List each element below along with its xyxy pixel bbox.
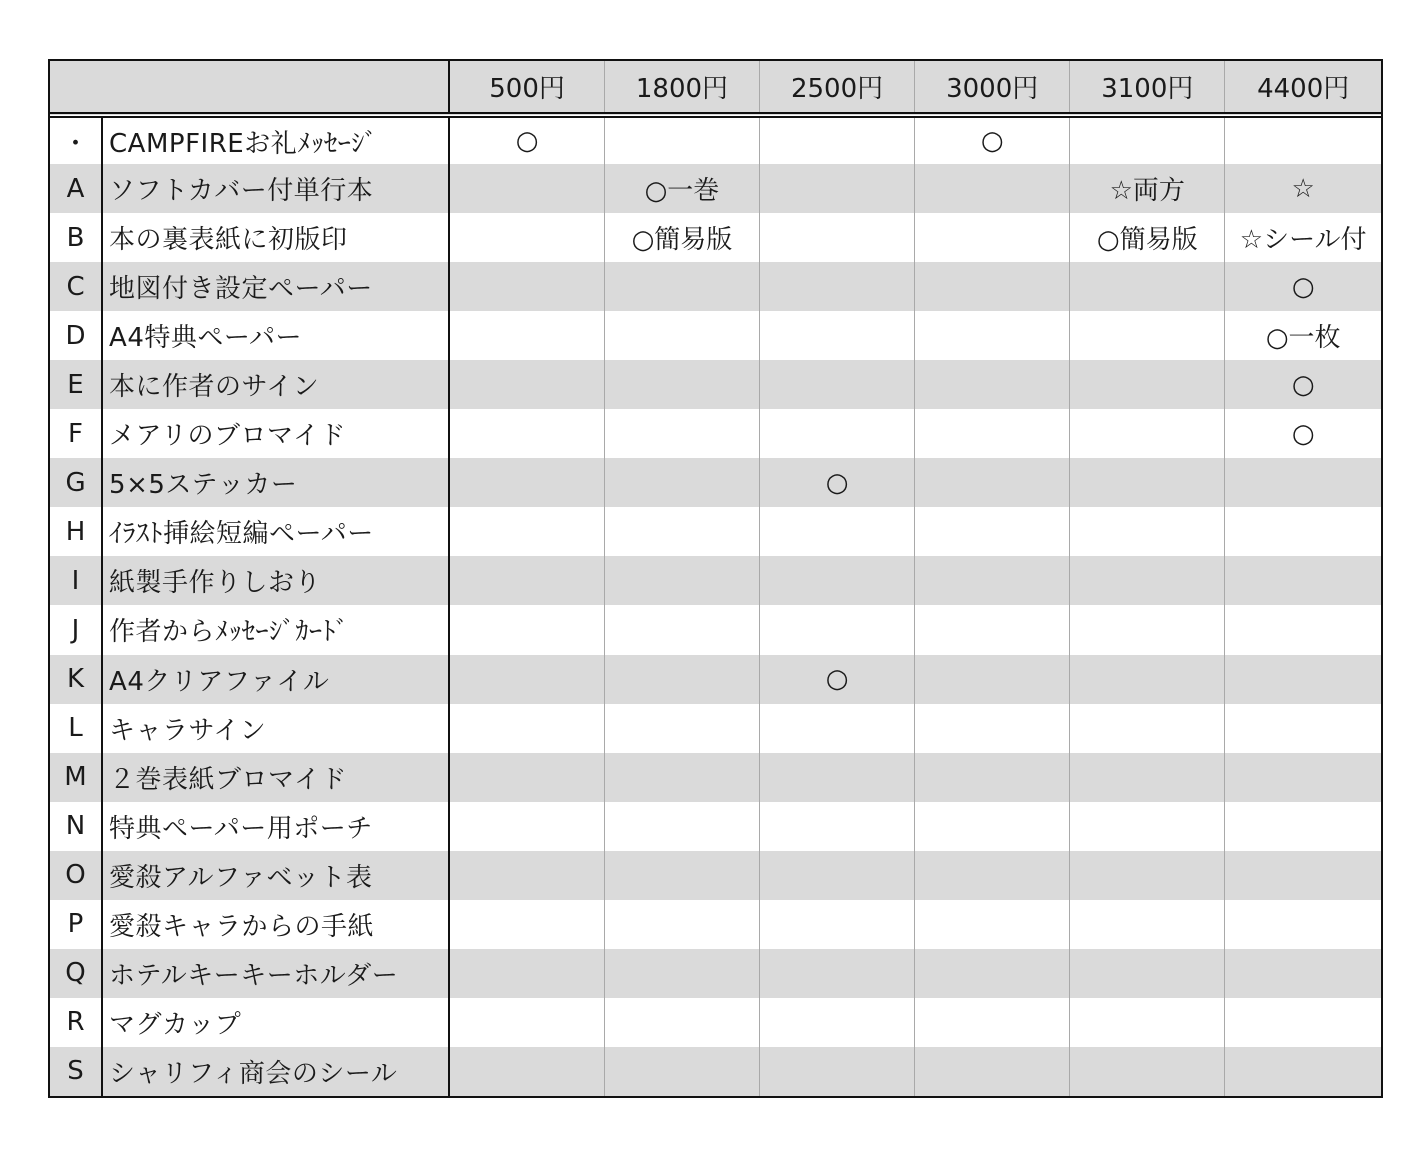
- reward-cell: [1070, 360, 1225, 409]
- row-item-name: 愛殺キャラからの手紙: [102, 900, 449, 949]
- row-item-name: シャリフィ商会のシール: [102, 1047, 449, 1096]
- reward-cell: [915, 262, 1070, 311]
- reward-cell: [449, 164, 604, 213]
- reward-cell: [604, 655, 759, 704]
- header-price: 3100円: [1070, 61, 1225, 115]
- reward-cell: [604, 458, 759, 507]
- table-row: [50, 998, 1381, 1047]
- table-row: [50, 605, 1381, 654]
- reward-cell: [449, 655, 604, 704]
- row-letter: K: [50, 655, 102, 704]
- table-row: [50, 802, 1381, 851]
- reward-cell: ☆両方: [1070, 164, 1225, 213]
- reward-cell: [915, 311, 1070, 360]
- reward-cell: [1070, 655, 1225, 704]
- row-letter: ・: [50, 115, 102, 164]
- reward-cell: [915, 655, 1070, 704]
- reward-cell: [1225, 900, 1381, 949]
- reward-cell: [760, 115, 915, 164]
- reward-cell: [604, 704, 759, 753]
- reward-cell: ○一巻: [604, 164, 759, 213]
- reward-cell: [604, 998, 759, 1047]
- reward-table: [50, 61, 1381, 1096]
- header-price: 500円: [449, 61, 604, 115]
- reward-cell: [760, 802, 915, 851]
- table-row: [50, 1047, 1381, 1096]
- reward-cell: [760, 998, 915, 1047]
- reward-cell: [915, 949, 1070, 998]
- reward-cell: ○一枚: [1225, 311, 1381, 360]
- reward-cell: [604, 556, 759, 605]
- table-row: [50, 213, 1381, 262]
- row-item-name: 紙製手作りしおり: [102, 556, 449, 605]
- reward-cell: [449, 311, 604, 360]
- reward-cell: [760, 409, 915, 458]
- row-item-name: 5×5ステッカー: [102, 458, 449, 507]
- row-item-name: 本の裏表紙に初版印: [102, 213, 449, 262]
- reward-cell: ○: [1225, 360, 1381, 409]
- reward-cell: [1070, 851, 1225, 900]
- row-letter: A: [50, 164, 102, 213]
- reward-cell: [449, 556, 604, 605]
- reward-cell: [604, 753, 759, 802]
- row-item-name: 地図付き設定ペーパー: [102, 262, 449, 311]
- row-letter: E: [50, 360, 102, 409]
- row-item-name: キャラサイン: [102, 704, 449, 753]
- reward-cell: ○: [760, 458, 915, 507]
- reward-cell: [760, 704, 915, 753]
- row-letter: H: [50, 507, 102, 556]
- reward-cell: ○: [1225, 409, 1381, 458]
- row-letter: B: [50, 213, 102, 262]
- row-item-name: 本に作者のサイン: [102, 360, 449, 409]
- row-letter: R: [50, 998, 102, 1047]
- reward-cell: [915, 704, 1070, 753]
- reward-cell: [1070, 115, 1225, 164]
- row-item-name: ｲﾗｽﾄ挿絵短編ペーパー: [102, 507, 449, 556]
- reward-cell: [1225, 1047, 1381, 1096]
- table-row: [50, 262, 1381, 311]
- reward-cell: [1225, 458, 1381, 507]
- row-letter: O: [50, 851, 102, 900]
- reward-cell: [449, 409, 604, 458]
- header-price: 3000円: [915, 61, 1070, 115]
- reward-cell: [1070, 556, 1225, 605]
- reward-cell: [449, 900, 604, 949]
- reward-cell: [760, 605, 915, 654]
- reward-cell: [449, 949, 604, 998]
- reward-cell: [449, 262, 604, 311]
- row-item-name: ホテルキーキーホルダー: [102, 949, 449, 998]
- reward-cell: [1070, 262, 1225, 311]
- table-row: [50, 409, 1381, 458]
- reward-cell: [915, 458, 1070, 507]
- table-row: [50, 115, 1381, 164]
- row-item-name: 作者からﾒｯｾｰｼﾞｶｰﾄﾞ: [102, 605, 449, 654]
- header-price: 2500円: [760, 61, 915, 115]
- table-row: [50, 753, 1381, 802]
- reward-cell: [1225, 704, 1381, 753]
- reward-cell: [604, 507, 759, 556]
- reward-cell: [449, 851, 604, 900]
- reward-cell: [1225, 851, 1381, 900]
- table-row: [50, 655, 1381, 704]
- reward-cell: [604, 900, 759, 949]
- reward-cell: [1070, 802, 1225, 851]
- reward-cell: [760, 507, 915, 556]
- reward-cell: [1070, 409, 1225, 458]
- reward-cell: [760, 556, 915, 605]
- row-letter: S: [50, 1047, 102, 1096]
- reward-cell: [1225, 507, 1381, 556]
- reward-cell: ○: [1225, 262, 1381, 311]
- row-item-name: ソフトカバー付単行本: [102, 164, 449, 213]
- row-letter: N: [50, 802, 102, 851]
- reward-cell: [604, 605, 759, 654]
- table-row: [50, 164, 1381, 213]
- row-letter: Q: [50, 949, 102, 998]
- row-item-name: 特典ペーパー用ポーチ: [102, 802, 449, 851]
- reward-cell: [449, 213, 604, 262]
- reward-cell: [760, 262, 915, 311]
- reward-cell: [449, 458, 604, 507]
- row-letter: P: [50, 900, 102, 949]
- row-letter: C: [50, 262, 102, 311]
- reward-cell: [1225, 998, 1381, 1047]
- reward-cell: [760, 1047, 915, 1096]
- reward-cell: [449, 998, 604, 1047]
- reward-cell: [1225, 605, 1381, 654]
- table-row: [50, 360, 1381, 409]
- reward-cell: [915, 753, 1070, 802]
- reward-cell: [604, 802, 759, 851]
- row-letter: L: [50, 704, 102, 753]
- reward-cell: ○: [915, 115, 1070, 164]
- reward-cell: ○: [449, 115, 604, 164]
- reward-cell: [915, 164, 1070, 213]
- row-letter: J: [50, 605, 102, 654]
- reward-cell: [760, 949, 915, 998]
- reward-cell: [760, 900, 915, 949]
- table-row: [50, 851, 1381, 900]
- reward-cell: [604, 949, 759, 998]
- row-letter: F: [50, 409, 102, 458]
- reward-cell: [604, 360, 759, 409]
- row-item-name: ２巻表紙ブロマイド: [102, 753, 449, 802]
- reward-cell: [915, 213, 1070, 262]
- reward-cell: [449, 507, 604, 556]
- reward-cell: [604, 1047, 759, 1096]
- reward-cell: [915, 851, 1070, 900]
- row-item-name: メアリのブロマイド: [102, 409, 449, 458]
- reward-cell: [604, 409, 759, 458]
- reward-cell: [915, 507, 1070, 556]
- reward-cell: [1225, 655, 1381, 704]
- header-price: 1800円: [604, 61, 759, 115]
- reward-cell: [760, 311, 915, 360]
- row-letter: G: [50, 458, 102, 507]
- reward-cell: [760, 851, 915, 900]
- reward-cell: [1070, 704, 1225, 753]
- row-letter: I: [50, 556, 102, 605]
- row-item-name: 愛殺アルファベット表: [102, 851, 449, 900]
- reward-cell: [915, 998, 1070, 1047]
- reward-cell: ○: [760, 655, 915, 704]
- reward-cell: [1070, 605, 1225, 654]
- reward-cell: ○簡易版: [604, 213, 759, 262]
- reward-cell: [915, 605, 1070, 654]
- header-row: [50, 61, 1381, 115]
- row-item-name: CAMPFIREお礼ﾒｯｾｰｼﾞ: [102, 115, 449, 164]
- reward-cell: [760, 213, 915, 262]
- table-row: [50, 704, 1381, 753]
- row-item-name: A4特典ペーパー: [102, 311, 449, 360]
- reward-cell: [1225, 556, 1381, 605]
- reward-cell: [449, 1047, 604, 1096]
- reward-cell: [915, 802, 1070, 851]
- reward-cell: ☆: [1225, 164, 1381, 213]
- table-body: [50, 115, 1381, 1096]
- reward-cell: ○簡易版: [1070, 213, 1225, 262]
- reward-cell: [760, 753, 915, 802]
- row-letter: M: [50, 753, 102, 802]
- reward-cell: [449, 802, 604, 851]
- reward-cell: [604, 262, 759, 311]
- reward-cell: [449, 360, 604, 409]
- reward-cell: [1225, 753, 1381, 802]
- table-row: [50, 507, 1381, 556]
- reward-cell: [760, 164, 915, 213]
- reward-cell: ☆シール付: [1225, 213, 1381, 262]
- reward-cell: [1225, 802, 1381, 851]
- reward-cell: [915, 1047, 1070, 1096]
- header-price: 4400円: [1225, 61, 1381, 115]
- reward-cell: [1070, 753, 1225, 802]
- reward-cell: [1225, 949, 1381, 998]
- reward-cell: [604, 115, 759, 164]
- reward-cell: [915, 556, 1070, 605]
- row-letter: D: [50, 311, 102, 360]
- row-item-name: A4クリアファイル: [102, 655, 449, 704]
- header-letter-cell: [50, 61, 102, 115]
- reward-cell: [760, 360, 915, 409]
- reward-cell: [449, 753, 604, 802]
- reward-cell: [604, 851, 759, 900]
- table-row: [50, 311, 1381, 360]
- reward-cell: [449, 605, 604, 654]
- reward-cell: [449, 704, 604, 753]
- reward-cell: [915, 360, 1070, 409]
- reward-cell: [1070, 949, 1225, 998]
- reward-cell: [604, 311, 759, 360]
- header-item-cell: [102, 61, 449, 115]
- reward-cell: [1070, 458, 1225, 507]
- reward-cell: [1225, 115, 1381, 164]
- reward-cell: [1070, 1047, 1225, 1096]
- table-row: [50, 949, 1381, 998]
- table-row: [50, 556, 1381, 605]
- reward-cell: [915, 409, 1070, 458]
- table-row: [50, 458, 1381, 507]
- reward-table-sheet: [48, 59, 1383, 1098]
- reward-cell: [915, 900, 1070, 949]
- reward-cell: [1070, 998, 1225, 1047]
- table-row: [50, 900, 1381, 949]
- reward-cell: [1070, 311, 1225, 360]
- reward-cell: [1070, 507, 1225, 556]
- row-item-name: マグカップ: [102, 998, 449, 1047]
- reward-cell: [1070, 900, 1225, 949]
